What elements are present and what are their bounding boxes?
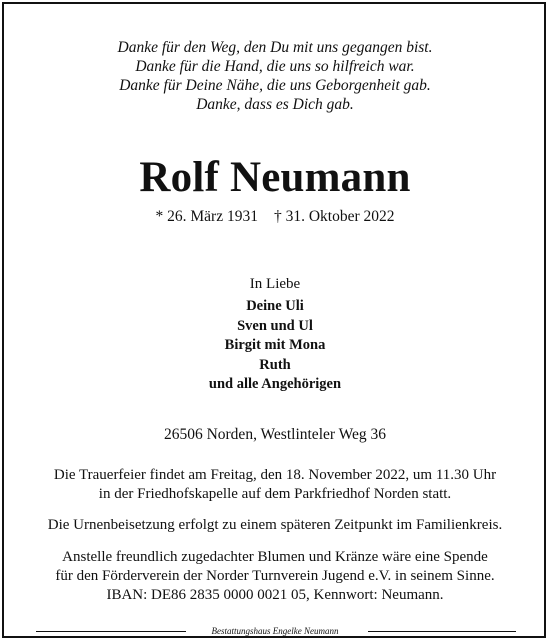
address: 26506 Norden, Westlinteler Weg 36 [163, 426, 387, 443]
life-dates [0, 207, 550, 227]
mourner-name: und alle Angehörigen [208, 376, 342, 392]
mourner-name: Sven und Ul [237, 317, 313, 334]
mourners-list [0, 297, 550, 395]
mourner-name: Birgit mit Mona [224, 337, 326, 353]
funeral-line: in der Friedhofskapelle auf dem Parkfriedhof Norden statt. [98, 486, 452, 502]
poem-line: Danke für den Weg, den Du mit uns gegangen bist. [117, 39, 433, 56]
donation-notice [0, 548, 550, 605]
donation-line: IBAN: DE86 2835 0000 0021 05, Kennwort: Neumann. [106, 587, 444, 603]
footer [0, 624, 550, 638]
poem-line: Danke für die Hand, die uns so hilfreich war. [135, 58, 415, 75]
mourner-name: Ruth [259, 356, 291, 373]
birth-date: * 26. März 1931 [155, 208, 258, 225]
donation-line: Anstelle freundlich zugedachter Blumen und Kränze wäre eine Spende [62, 549, 488, 565]
poem-line: Danke für Deine Nähe, die uns Geborgenheit gab. [119, 77, 431, 94]
undertaker-name: Bestattungshaus Engelke Neumann [208, 626, 343, 636]
funeral-line: Die Trauerfeier findet am Freitag, den 18. November 2022, um 11.30 Uhr [53, 467, 497, 483]
donation-line: für den Förderverein der Norder Turnverein Jugend e.V. in seinem Sinne. [55, 568, 495, 584]
deceased-name: Rolf Neumann [139, 154, 411, 201]
urn-line: Die Urnenbeisetzung erfolgt zu einem späteren Zeitpunkt im Familienkreis. [47, 517, 503, 533]
funeral-notice [0, 466, 550, 504]
urn-notice [0, 516, 550, 535]
poem [0, 38, 550, 114]
mourners-intro: In Liebe [249, 276, 301, 292]
poem-line: Danke, dass es Dich gab. [196, 96, 354, 113]
mourner-name: Deine Uli [246, 298, 304, 314]
death-date: † 31. Oktober 2022 [273, 208, 395, 225]
